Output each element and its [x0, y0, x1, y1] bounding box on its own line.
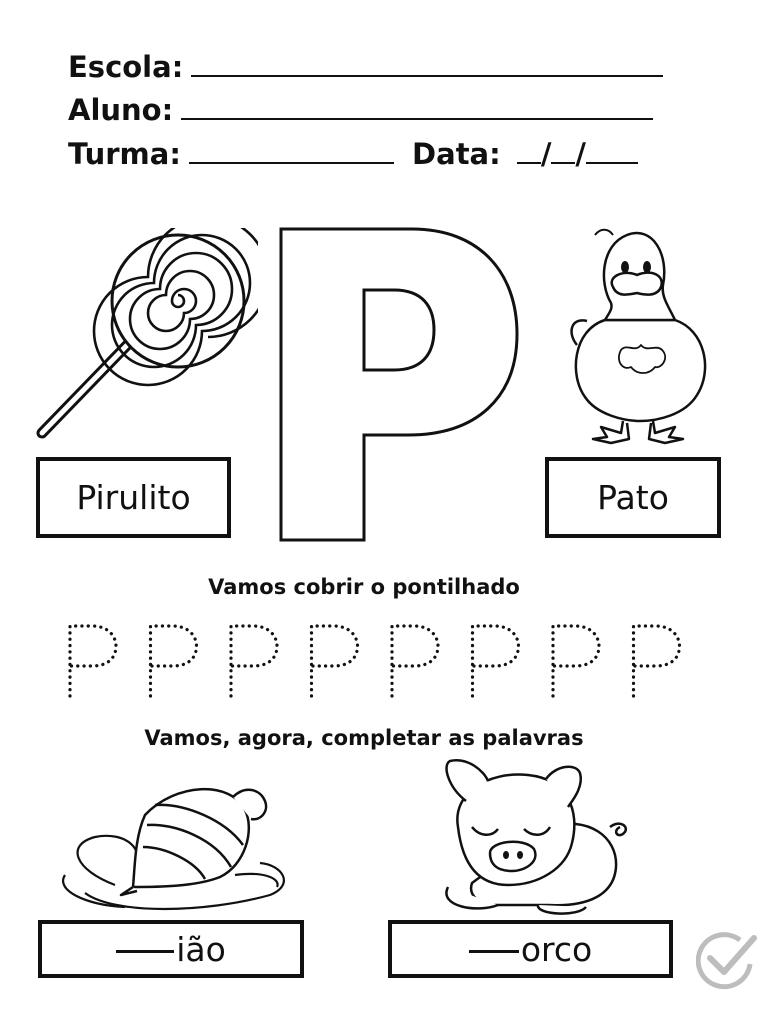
checkmark-icon	[696, 930, 760, 990]
dotted-letter-p[interactable]	[231, 626, 277, 696]
featured-letter-p	[274, 220, 524, 550]
date-slash-2: /	[575, 137, 587, 171]
date-label: Data:	[412, 137, 501, 171]
pirulito-label: Pirulito	[76, 478, 191, 517]
class-label: Turma:	[68, 137, 181, 171]
date-slash-1: /	[540, 137, 552, 171]
student-field	[68, 93, 653, 127]
tracing-instruction: Vamos cobrir o pontilhado	[208, 575, 520, 599]
dotted-letter-p[interactable]	[70, 626, 116, 696]
date-year-line[interactable]	[586, 160, 638, 164]
pig-icon	[428, 757, 638, 917]
school-field	[68, 50, 663, 84]
word-suffix-piao: ião	[176, 929, 226, 969]
dotted-letter-p[interactable]	[392, 626, 438, 696]
dotted-letter-p[interactable]	[151, 626, 197, 696]
dotted-letter-p[interactable]	[473, 626, 519, 696]
dotted-letter-p[interactable]	[634, 626, 680, 696]
class-line[interactable]	[189, 160, 394, 164]
pirulito-card	[36, 457, 231, 538]
dotted-letter-p[interactable]	[553, 626, 599, 696]
spinning-top-icon	[55, 775, 295, 925]
lollipop-icon	[28, 228, 258, 458]
blank-line[interactable]	[469, 946, 519, 953]
word-box-porco[interactable]	[388, 920, 673, 978]
dotted-letter-p[interactable]	[312, 626, 358, 696]
school-label: Escola:	[68, 50, 184, 84]
date-day-line[interactable]	[517, 160, 541, 164]
word-box-piao[interactable]	[38, 920, 304, 978]
pato-card	[545, 457, 721, 538]
word-suffix-porco: orco	[520, 929, 593, 969]
blank-line[interactable]	[116, 946, 174, 953]
tracing-row[interactable]	[62, 618, 742, 708]
student-line[interactable]	[181, 116, 653, 120]
school-line[interactable]	[191, 73, 663, 77]
duck-icon	[565, 225, 715, 450]
pato-label: Pato	[597, 478, 669, 517]
class-date-field	[68, 137, 638, 171]
student-label: Aluno:	[68, 93, 174, 127]
complete-instruction: Vamos, agora, completar as palavras	[144, 726, 584, 750]
date-month-line[interactable]	[551, 160, 575, 164]
